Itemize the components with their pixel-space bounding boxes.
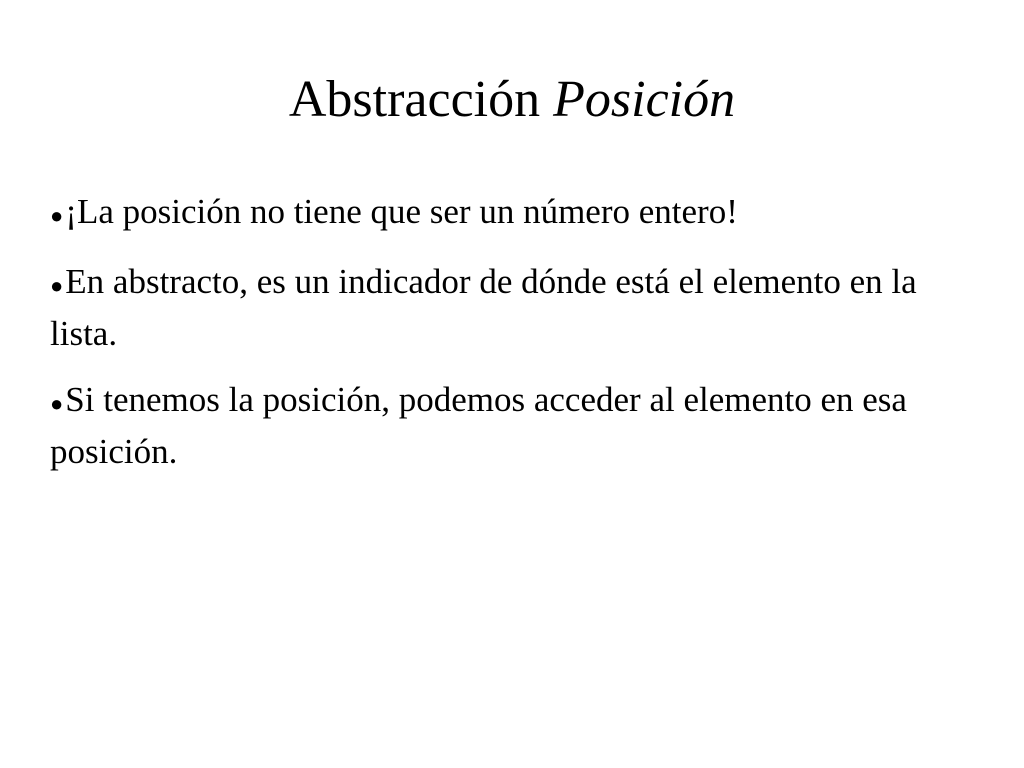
bullet-item [50,376,980,476]
bullet-item [50,188,980,240]
title-main: Abstracción [288,71,541,128]
title-italic: Posición [553,71,736,128]
bullet-text: En abstracto, es un indicador de dónde está el elemento en la lista. [50,262,917,353]
bullet-list [50,188,980,494]
bullet-text: Si tenemos la posición, podemos acceder al elemento en esa posición. [50,380,907,471]
bullet-icon: ● [50,273,64,298]
slide-title [0,68,1024,132]
bullet-item [50,258,980,358]
bullet-text: ¡La posición no tiene que ser un número entero! [65,192,738,231]
bullet-icon: ● [50,391,64,416]
bullet-icon: ● [50,203,64,228]
